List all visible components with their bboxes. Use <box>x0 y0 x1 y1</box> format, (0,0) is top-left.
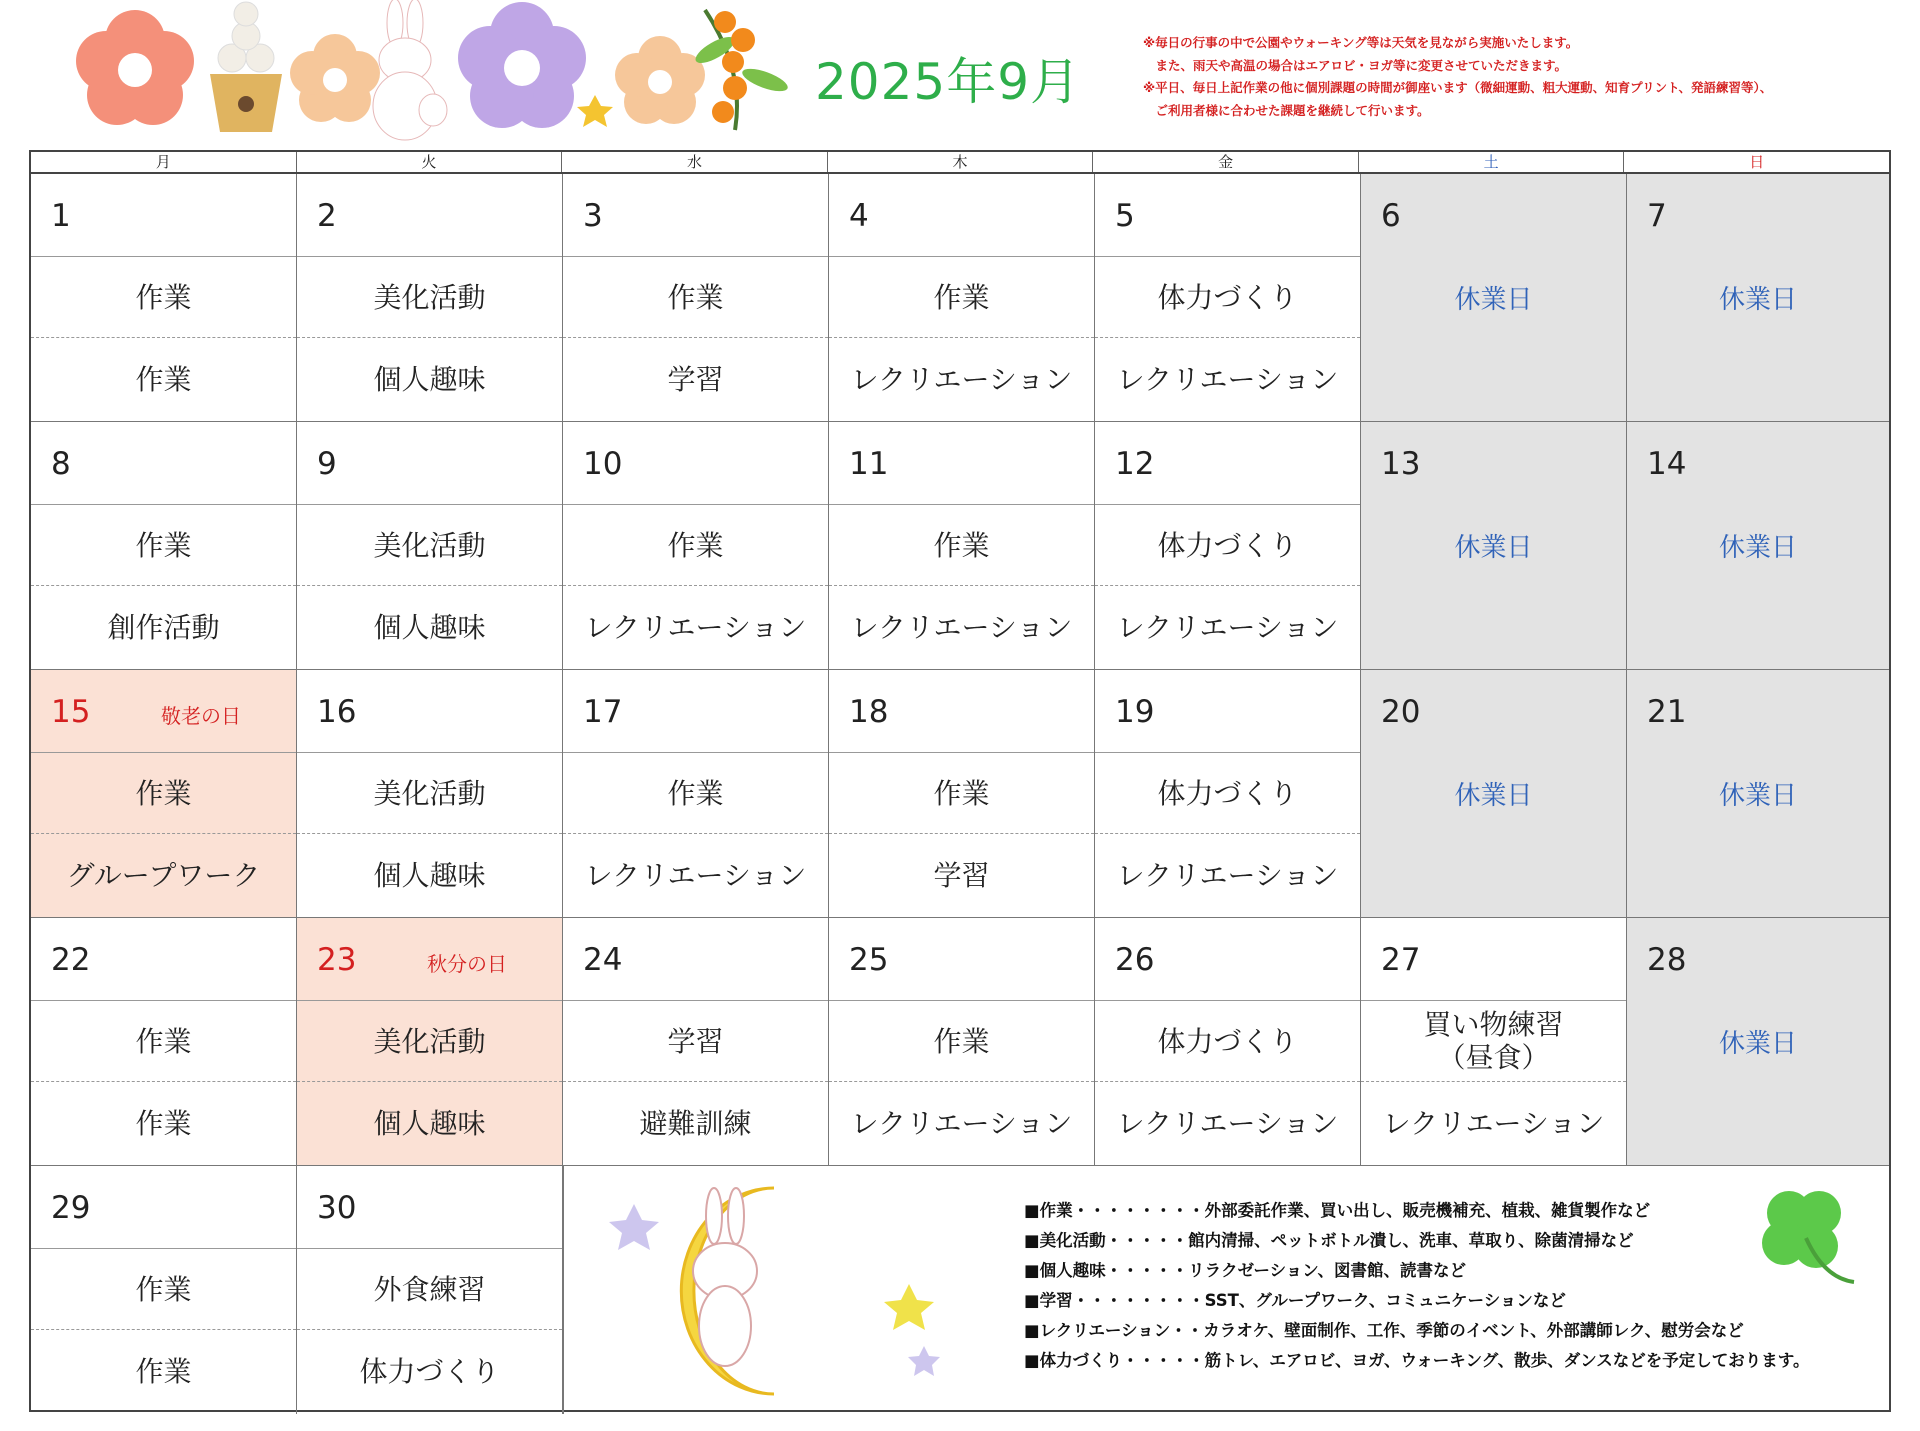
page-title: 2025年9月 <box>815 53 1082 111</box>
activity-morning: 買い物練習 （昼食） <box>1361 1000 1626 1082</box>
day-number: 11 <box>849 446 889 482</box>
weekday-fri: 金 <box>1093 152 1359 172</box>
activity-morning: 体力づくり <box>1095 256 1360 338</box>
day-cell <box>829 670 1095 917</box>
header-decoration <box>60 0 820 148</box>
day-number: 16 <box>317 694 357 730</box>
closed-label: 休業日 <box>1718 284 1797 315</box>
calendar-week <box>31 670 1889 918</box>
day-number: 4 <box>849 198 869 234</box>
activity-afternoon: レクリエーション <box>584 858 807 892</box>
weekday-wed: 水 <box>562 152 828 172</box>
activity-afternoon: レクリエーション <box>850 1106 1073 1140</box>
flower-illustration <box>458 2 586 128</box>
day-number: 28 <box>1647 942 1687 978</box>
day-cell <box>829 174 1095 421</box>
day-cell <box>563 174 829 421</box>
activity-morning: 作業 <box>563 504 828 586</box>
day-number: 8 <box>51 446 71 482</box>
activity-afternoon: 体力づくり <box>359 1354 500 1388</box>
notes <box>1143 32 1903 122</box>
activity-afternoon: レクリエーション <box>850 610 1073 644</box>
activity-afternoon: レクリエーション <box>1116 610 1339 644</box>
closed-label: 休業日 <box>1454 532 1533 563</box>
activity-morning: 外食練習 <box>297 1248 562 1330</box>
activity-afternoon: 創作活動 <box>107 610 220 644</box>
day-cell <box>1361 422 1627 669</box>
calendar <box>29 150 1891 1412</box>
activity-afternoon: 個人趣味 <box>373 610 486 644</box>
weekday-sat: 土 <box>1359 152 1625 172</box>
day-cell <box>297 422 563 669</box>
day-number: 13 <box>1381 446 1421 482</box>
activity-morning: 美化活動 <box>297 1000 562 1082</box>
activity-morning: 作業 <box>31 752 296 834</box>
activity-morning: 作業 <box>563 256 828 338</box>
activity-morning: 美化活動 <box>297 752 562 834</box>
flower-illustration <box>615 36 705 124</box>
legend-item: ■レクリエーション・・カラオケ、壁面制作、工作、季節のイベント、外部講師レク、慰労会など <box>1024 1321 1744 1340</box>
note-line: ※毎日の行事の中で公園やウォーキング等は天気を見ながら実施いたします。 <box>1143 35 1579 50</box>
day-cell <box>297 670 563 917</box>
calendar-week <box>31 174 1889 422</box>
clover-illustration <box>1744 1178 1864 1298</box>
day-cell <box>563 422 829 669</box>
activity-morning: 作業 <box>563 752 828 834</box>
day-number: 27 <box>1381 942 1421 978</box>
activity-morning: 作業 <box>829 752 1094 834</box>
note-line: ※平日、毎日上記作業の他に個別課題の時間が御座います（微細運動、粗大運動、知育プリント、発語練習等）、 <box>1143 80 1773 95</box>
day-cell <box>297 174 563 421</box>
weekday-tue: 火 <box>297 152 563 172</box>
day-number: 6 <box>1381 198 1401 234</box>
day-number: 1 <box>51 198 71 234</box>
note-line: ご利用者様に合わせた課題を継続して行います。 <box>1143 102 1430 118</box>
activity-afternoon: レクリエーション <box>850 362 1073 396</box>
day-number: 17 <box>583 694 623 730</box>
day-cell <box>563 670 829 917</box>
day-cell <box>297 1166 563 1414</box>
day-cell <box>829 422 1095 669</box>
activity-afternoon: 学習 <box>667 362 724 396</box>
day-number: 19 <box>1115 694 1155 730</box>
calendar-week <box>31 422 1889 670</box>
day-cell <box>563 918 829 1165</box>
day-cell <box>1361 918 1627 1165</box>
activity-afternoon: レクリエーション <box>1116 1106 1339 1140</box>
day-number: 18 <box>849 694 889 730</box>
weekday-sun: 日 <box>1749 153 1765 171</box>
activity-afternoon: グループワーク <box>31 834 296 916</box>
day-cell <box>31 918 297 1165</box>
calendar-week <box>31 1166 1889 1414</box>
weekday-header <box>31 152 1889 174</box>
day-number: 21 <box>1647 694 1687 730</box>
closed-label: 休業日 <box>1718 1028 1797 1059</box>
star-illustration <box>884 1284 934 1330</box>
closed-label: 休業日 <box>1454 780 1533 811</box>
day-cell <box>1627 174 1889 421</box>
activity-morning: 作業 <box>31 256 296 338</box>
weekday-thu: 木 <box>828 152 1094 172</box>
activity-afternoon: レクリエーション <box>1116 858 1339 892</box>
closed-label: 休業日 <box>1718 780 1797 811</box>
day-cell <box>1095 670 1361 917</box>
activity-morning: 作業 <box>829 256 1094 338</box>
day-number: 25 <box>849 942 889 978</box>
star-illustration <box>577 95 613 127</box>
day-number: 26 <box>1115 942 1155 978</box>
day-number: 9 <box>317 446 337 482</box>
legend-item: ■体力づくり・・・・・筋トレ、エアロビ、ヨガ、ウォーキング、散歩、ダンスなどを予定しております。 <box>1024 1351 1810 1370</box>
activity-morning: 作業 <box>829 504 1094 586</box>
holiday-name: 敬老の日 <box>161 704 241 728</box>
closed-label: 休業日 <box>1454 284 1533 315</box>
day-number: 23 <box>317 942 357 978</box>
activity-afternoon: レクリエーション <box>1382 1106 1605 1140</box>
day-cell <box>1627 670 1889 917</box>
day-cell <box>31 422 297 669</box>
legend-item: ■個人趣味・・・・・リラクゼーション、図書館、読書など <box>1024 1261 1466 1280</box>
activity-morning: 体力づくり <box>1095 1000 1360 1082</box>
day-cell <box>31 174 297 421</box>
day-cell <box>1095 918 1361 1165</box>
activity-afternoon: 個人趣味 <box>373 362 486 396</box>
activity-morning: 美化活動 <box>297 504 562 586</box>
day-cell <box>31 1166 297 1414</box>
weekday-mon: 月 <box>31 152 297 172</box>
day-number: 3 <box>583 198 603 234</box>
activity-afternoon: 作業 <box>135 1354 192 1388</box>
closed-label: 休業日 <box>1718 532 1797 563</box>
day-number: 29 <box>51 1190 91 1226</box>
day-number: 10 <box>583 446 623 482</box>
legend-item: ■作業・・・・・・・・外部委託作業、買い出し、販売機補充、植栽、雑貨製作など <box>1024 1201 1651 1220</box>
day-number: 15 <box>51 694 91 730</box>
day-number: 30 <box>317 1190 357 1226</box>
day-cell <box>31 670 297 917</box>
activity-morning: 体力づくり <box>1095 752 1360 834</box>
activity-morning: 作業 <box>31 1000 296 1082</box>
day-number: 2 <box>317 198 337 234</box>
note-line: また、雨天や高温の場合はエアロビ・ヨガ等に変更させていただきます。 <box>1143 57 1568 73</box>
day-cell <box>1361 174 1627 421</box>
star-illustration <box>609 1204 659 1250</box>
day-number: 20 <box>1381 694 1421 730</box>
legend-item: ■学習・・・・・・・・SST、グループワーク、コミュニケーションなど <box>1024 1291 1566 1310</box>
day-cell <box>829 918 1095 1165</box>
activity-afternoon: 個人趣味 <box>373 858 486 892</box>
tsukimi-dango-illustration <box>210 2 282 132</box>
day-number: 22 <box>51 942 91 978</box>
activity-morning: 作業 <box>31 504 296 586</box>
activity-afternoon: 作業 <box>135 1106 192 1140</box>
flower-illustration <box>76 10 194 125</box>
activity-morning: 美化活動 <box>297 256 562 338</box>
day-cell <box>1627 422 1889 669</box>
day-number: 14 <box>1647 446 1687 482</box>
activity-morning: 作業 <box>829 1000 1094 1082</box>
activity-afternoon: 個人趣味 <box>297 1082 562 1164</box>
activity-afternoon: 避難訓練 <box>639 1106 752 1140</box>
day-cell <box>1095 422 1361 669</box>
day-cell <box>1627 918 1889 1165</box>
activity-morning: 体力づくり <box>1095 504 1360 586</box>
calendar-week <box>31 918 1889 1166</box>
activity-afternoon: 作業 <box>135 362 192 396</box>
activity-afternoon: 学習 <box>933 858 990 892</box>
activity-afternoon: レクリエーション <box>584 610 807 644</box>
day-cell <box>1361 670 1627 917</box>
day-number: 7 <box>1647 198 1667 234</box>
day-cell <box>1095 174 1361 421</box>
activity-morning: 作業 <box>31 1248 296 1330</box>
holiday-name: 秋分の日 <box>427 952 507 976</box>
activity-morning: 学習 <box>563 1000 828 1082</box>
legend <box>1024 1196 1809 1376</box>
legend-item: ■美化活動・・・・・館内清掃、ペットボトル潰し、洗車、草取り、除菌清掃など <box>1024 1231 1634 1250</box>
header <box>0 0 1920 148</box>
day-number: 24 <box>583 942 623 978</box>
flower-illustration <box>290 34 380 122</box>
osmanthus-illustration <box>692 10 790 130</box>
moon-rabbit-illustration <box>564 1166 1024 1414</box>
star-illustration <box>908 1346 940 1376</box>
day-number: 5 <box>1115 198 1135 234</box>
rabbit-illustration <box>373 0 447 140</box>
day-number: 12 <box>1115 446 1155 482</box>
legend-area <box>563 1166 1890 1414</box>
activity-afternoon: レクリエーション <box>1116 362 1339 396</box>
day-cell <box>297 918 563 1165</box>
